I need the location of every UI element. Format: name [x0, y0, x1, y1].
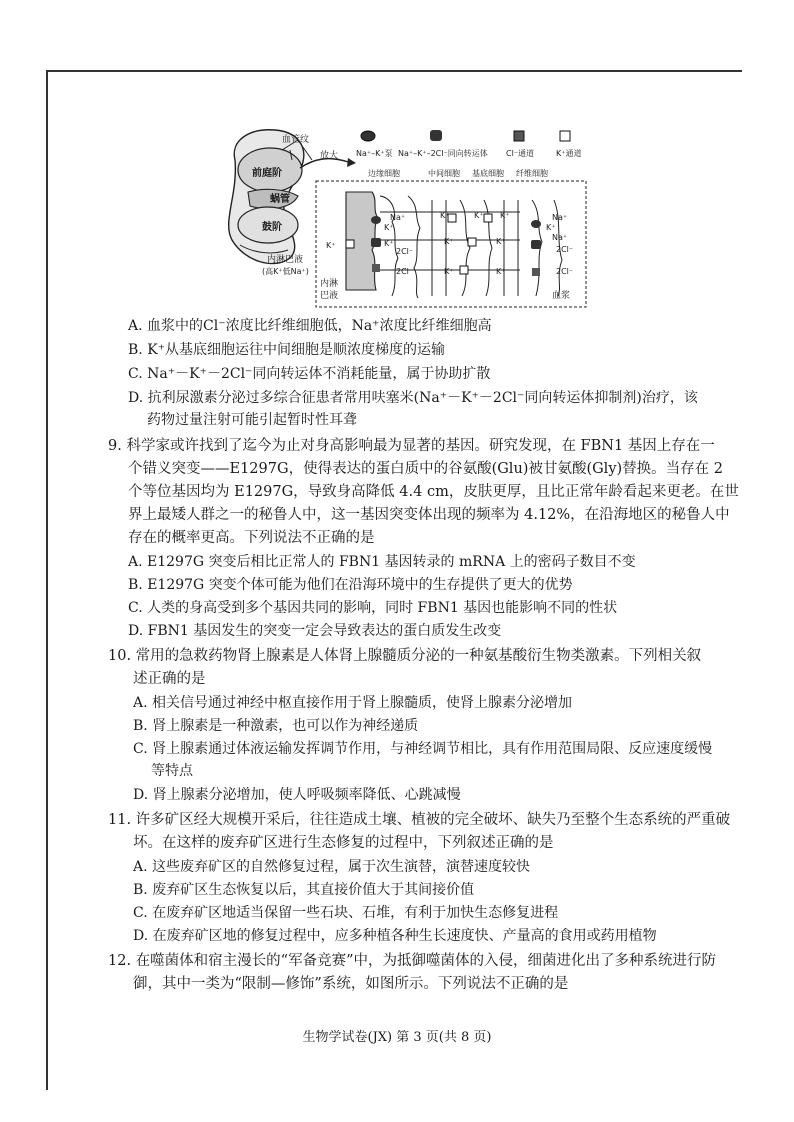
q10-option-c-cont: 等特点: [151, 763, 193, 779]
ion-na-3: Na⁺: [552, 233, 568, 242]
q10-option-c: C. 肾上腺素通过体液运输发挥调节作用，与神经调节相比，具有作用范围局限、反应速度缓慢: [133, 741, 713, 757]
label-cochlear-duct: 蜗管: [270, 194, 290, 205]
legend-label-cotransporter: Na⁺–K⁺–2Cl⁻同向转运体: [398, 149, 488, 158]
q10-option-b: B. 肾上腺素是一种激素，也可以作为神经递质: [133, 718, 419, 734]
page-footer: 生物学试卷(JX) 第 3 页(共 8 页): [302, 1030, 492, 1045]
legend-label-pump: Na⁺–K⁺泵: [356, 149, 393, 158]
q8-option-a: A. 血浆中的Cl⁻浓度比纤维细胞低，Na⁺浓度比纤维细胞高: [128, 318, 492, 334]
q9-line-3: 个等位基因均为 E1297G，导致身高降低 4.4 cm，皮肤更厚，且比正常年龄看起来更老。在世: [128, 484, 739, 500]
ion-k-10: K⁺: [496, 267, 506, 276]
legend-label-cl-channel: Cl⁻通道: [506, 149, 535, 158]
ion-k-1: K⁺: [384, 223, 394, 232]
cell-label-fibrous: 纤维细胞: [516, 169, 548, 178]
label-tympanic: 鼓阶: [262, 222, 282, 233]
q11-line-2: 坏。在这样的废弃矿区进行生态修复的过程中，下列叙述正确的是: [133, 835, 554, 851]
q9-line-5: 存在的概率更高。下列说法不正确的是: [128, 530, 375, 546]
label-vestibular: 前庭阶: [252, 168, 282, 179]
q10-option-d: D. 肾上腺素分泌增加，使人呼吸频率降低、心跳减慢: [133, 787, 461, 803]
q12-line-2: 御，其中一类为“限制—修饰”系统，如图所示。下列说法不正确的是: [133, 976, 569, 992]
q8-option-c: C. Na⁺－K⁺－2Cl⁻同向转运体不消耗能量，属于协助扩散: [128, 366, 491, 382]
ion-k-2: K⁺: [384, 239, 394, 248]
label-endolymph-note: (高K⁺低Na⁺): [262, 267, 309, 276]
q9-line-2: 个错义突变——E1297G，使得表达的蛋白质中的谷氨酸(Glu)被甘氨酸(Gly)替换。当存在 2: [128, 461, 723, 477]
q9-line-4: 界上最矮人群之一的秘鲁人中，这一基因突变体出现的频率为 4.12%，在沿海地区的秘鲁人中: [128, 507, 730, 523]
q9-line-1: 9. 科学家或许找到了迄今为止对身高影响最为显著的基因。研究发现，在 FBN1 基因上存在一: [108, 438, 715, 454]
ion-cl-2: 2Cl⁻: [396, 267, 414, 276]
legend-label-k-channel: K⁺通道: [556, 149, 582, 158]
pump-icon: [361, 131, 375, 141]
ion-na-1: Na⁺: [390, 213, 406, 222]
label-stria: 血管纹: [282, 135, 310, 145]
q11-option-d: D. 在废弃矿区地的修复过程中，应多种植各种生长速度快、产量高的食用或药用植物: [133, 928, 657, 944]
q11-line-1: 11. 许多矿区经大规模开采后，往往造成土壤、植被的完全破坏、缺失乃至整个生态系统的严重破: [108, 812, 731, 828]
q11-option-a: A. 这些废弃矿区的自然修复过程，属于次生演替，演替速度较快: [133, 859, 531, 875]
ion-cl-3: 2Cl⁻: [556, 245, 574, 254]
q10-line-1: 10. 常用的急救药物肾上腺素是人体肾上腺髓质分泌的一种氨基酸衍生物类激素。下列相关叙: [108, 648, 702, 664]
q9-option-d: D. FBN1 基因发生的突变一定会导致表达的蛋白质发生改变: [128, 623, 502, 639]
ion-k-11: K⁺: [546, 223, 556, 232]
ion-k-9: K⁺: [444, 267, 454, 276]
ion-k-7: K⁺: [444, 237, 454, 246]
ion-cl-4: 2Cl⁻: [556, 267, 574, 276]
cl-channel-icon: [514, 131, 524, 141]
figure-legend: [356, 130, 581, 158]
q9-option-c: C. 人类的身高受到多个基因共同的影响，同时 FBN1 基因也能影响不同的性状: [128, 600, 618, 616]
cell-label-marginal: 边缘细胞: [368, 169, 400, 178]
q10-option-a: A. 相关信号通过神经中枢直接作用于肾上腺髓质，使肾上腺素分泌增加: [133, 695, 573, 711]
cell-label-basal: 基底细胞: [472, 169, 504, 178]
ion-k-4: K⁺: [440, 211, 450, 220]
arrow-head-icon: [347, 158, 356, 167]
q10-line-2: 述正确的是: [133, 671, 206, 687]
q8-option-d-cont: 药物过量注射可能引起暂时性耳聋: [147, 412, 357, 428]
ion-k-5: K⁺: [474, 211, 484, 220]
ion-k-3: K⁺: [326, 241, 336, 250]
k-channel-icon: [560, 131, 570, 141]
ion-k-8: K⁺: [496, 237, 506, 246]
q12-line-1: 12. 在噬菌体和宿主漫长的“军备竞赛”中，为抵御噬菌体的入侵，细菌进化出了多种系统进行防: [108, 953, 716, 969]
label-endolymph: 内淋巴液: [267, 255, 304, 265]
label-plasma: 血浆: [552, 291, 571, 301]
q11-option-b: B. 废弃矿区生态恢复以后，其直接价值大于其间接价值: [133, 882, 475, 898]
ion-k-6: K⁺: [500, 211, 510, 220]
q9-option-b: B. E1297G 突变个体可能为他们在沿海环境中的生存提供了更大的优势: [128, 577, 573, 593]
q8-option-d: D. 抗利尿激素分泌过多综合征患者常用呋塞米(Na⁺－K⁺－2Cl⁻同向转运体抑制剂)治疗，该: [128, 390, 698, 406]
label-endolymph-short-1: 内淋: [320, 279, 339, 289]
cotransporter-icon: [430, 130, 442, 141]
cell-label-intermediate: 中间细胞: [428, 169, 460, 178]
label-magnify: 放大: [320, 151, 339, 161]
ion-transport-figure: [0, 0, 794, 320]
q9-option-a: A. E1297G 突变后相比正常人的 FBN1 基因转录的 mRNA 上的密码子数目不变: [128, 554, 636, 570]
q8-option-b: B. K⁺从基底细胞运往中间细胞是顺浓度梯度的运输: [128, 342, 446, 358]
ion-na-2: Na⁺: [552, 213, 568, 222]
label-endolymph-short-2: 巴液: [320, 291, 339, 301]
ion-cl-1: 2Cl⁻: [396, 247, 414, 256]
q11-option-c: C. 在废弃矿区地适当保留一些石块、石堆，有利于加快生态修复进程: [133, 905, 559, 921]
